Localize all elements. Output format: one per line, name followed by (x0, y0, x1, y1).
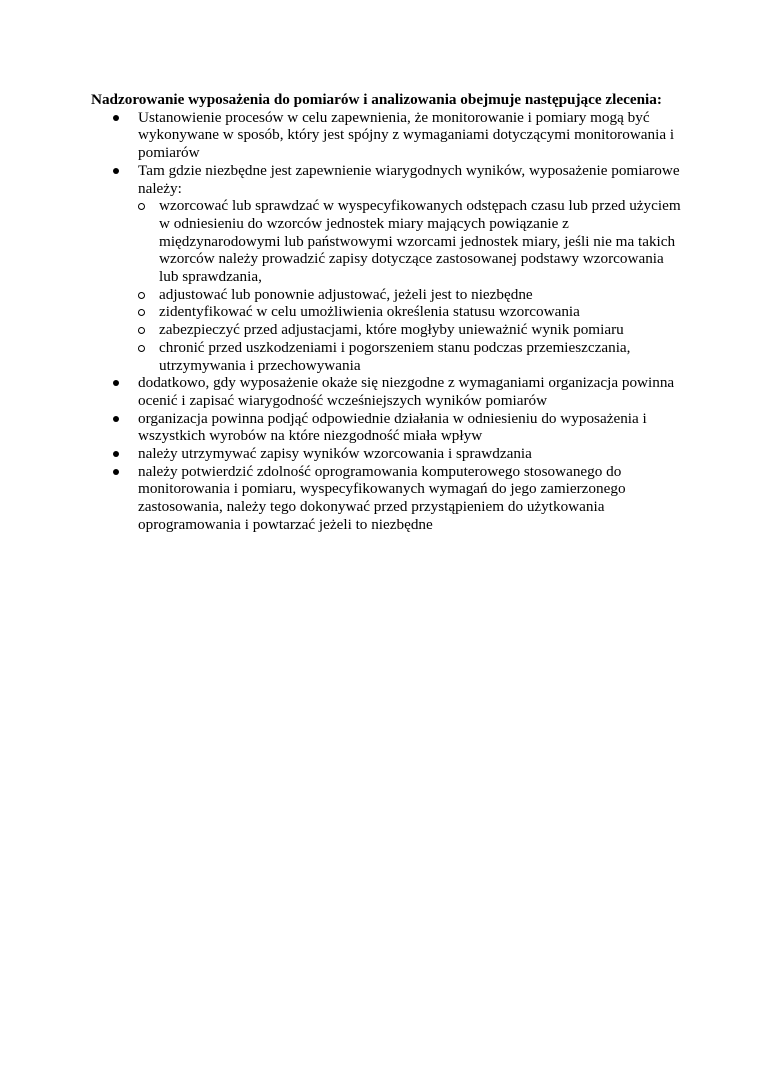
hollow-bullet-icon (138, 327, 145, 334)
list-item (91, 374, 681, 409)
filled-bullet-icon (113, 469, 119, 475)
hollow-bullet-icon (138, 345, 145, 352)
sub-list-item (138, 286, 681, 304)
hollow-bullet-icon (138, 309, 145, 316)
sub-list-item-text: chronić przed uszkodzeniami i pogorszeniem stanu podczas przemieszczania, utrzymywania i przechowywania (159, 338, 631, 374)
sub-list-item (138, 303, 681, 321)
document-heading: Nadzorowanie wyposażenia do pomiarów i analizowania obejmuje następujące zlecenia: (91, 91, 662, 108)
list-item (91, 109, 681, 162)
filled-bullet-icon (113, 115, 119, 121)
hollow-bullet-icon (138, 292, 145, 299)
sub-list-item-text: zidentyfikować w celu umożliwienia określenia statusu wzorcowania (159, 303, 580, 321)
list-item-text: należy utrzymywać zapisy wyników wzorcowania i sprawdzania (138, 445, 532, 463)
list-item-text: Tam gdzie niezbędne jest zapewnienie wiarygodnych wyników, wyposażenie pomiarowe należy: (138, 161, 680, 197)
main-bullet-list (91, 109, 681, 534)
sub-list-item-text: adjustować lub ponownie adjustować, jeżeli jest to niezbędne (159, 285, 533, 303)
list-item (91, 162, 681, 374)
list-item (91, 410, 681, 445)
list-item-text: dodatkowo, gdy wyposażenie okaże się niezgodne z wymaganiami organizacja powinna ocenić i zapisać wiarygodność wcześniejszych wyników pomiarów (138, 374, 675, 409)
list-item (91, 445, 681, 463)
document-content (91, 91, 681, 534)
filled-bullet-icon (113, 416, 119, 422)
sub-list-item-text: wzorcować lub sprawdzać w wyspecyfikowanych odstępach czasu lub przed użyciem w odniesieniu do wzorców jednostek miary mających powiązanie z międzynarodowymi lub państwowymi wzorcami jednostek miary, jeśli nie ma takich wzorców należy prowadzić zapisy dotyczące zastosowanej podstawy wzorcowania lub sprawdzania, (159, 197, 681, 286)
filled-bullet-icon (113, 380, 119, 386)
list-item-text: Ustanowienie procesów w celu zapewnienia, że monitorowanie i pomiary mogą być wykonywane w sposób, który jest spójny z wymaganiami dotyczącymi monitorowania i pomiarów (138, 108, 675, 162)
sub-list-item (138, 321, 681, 339)
filled-bullet-icon (113, 451, 119, 457)
sub-list-item-text: zabezpieczyć przed adjustacjami, które mogłyby unieważnić wynik pomiaru (159, 321, 624, 339)
list-item (91, 463, 681, 534)
list-item-text: organizacja powinna podjąć odpowiednie działania w odniesieniu do wyposażenia i wszystkich wyrobów na które niezgodność miała wpływ (138, 409, 647, 445)
list-item-text: należy potwierdzić zdolność oprogramowania komputerowego stosowanego do monitorowania i pomiaru, wyspecyfikowanych wymagań do jego zamierzonego zastosowania, należy tego dokonywać przed przystąpieniem do użytkowania oprogramowania i powtarzać jeżeli to niezbędne (138, 462, 626, 533)
sub-bullet-list (138, 197, 681, 374)
sub-list-item (138, 197, 681, 286)
filled-bullet-icon (113, 168, 119, 174)
sub-list-item (138, 339, 681, 374)
hollow-bullet-icon (138, 203, 145, 210)
